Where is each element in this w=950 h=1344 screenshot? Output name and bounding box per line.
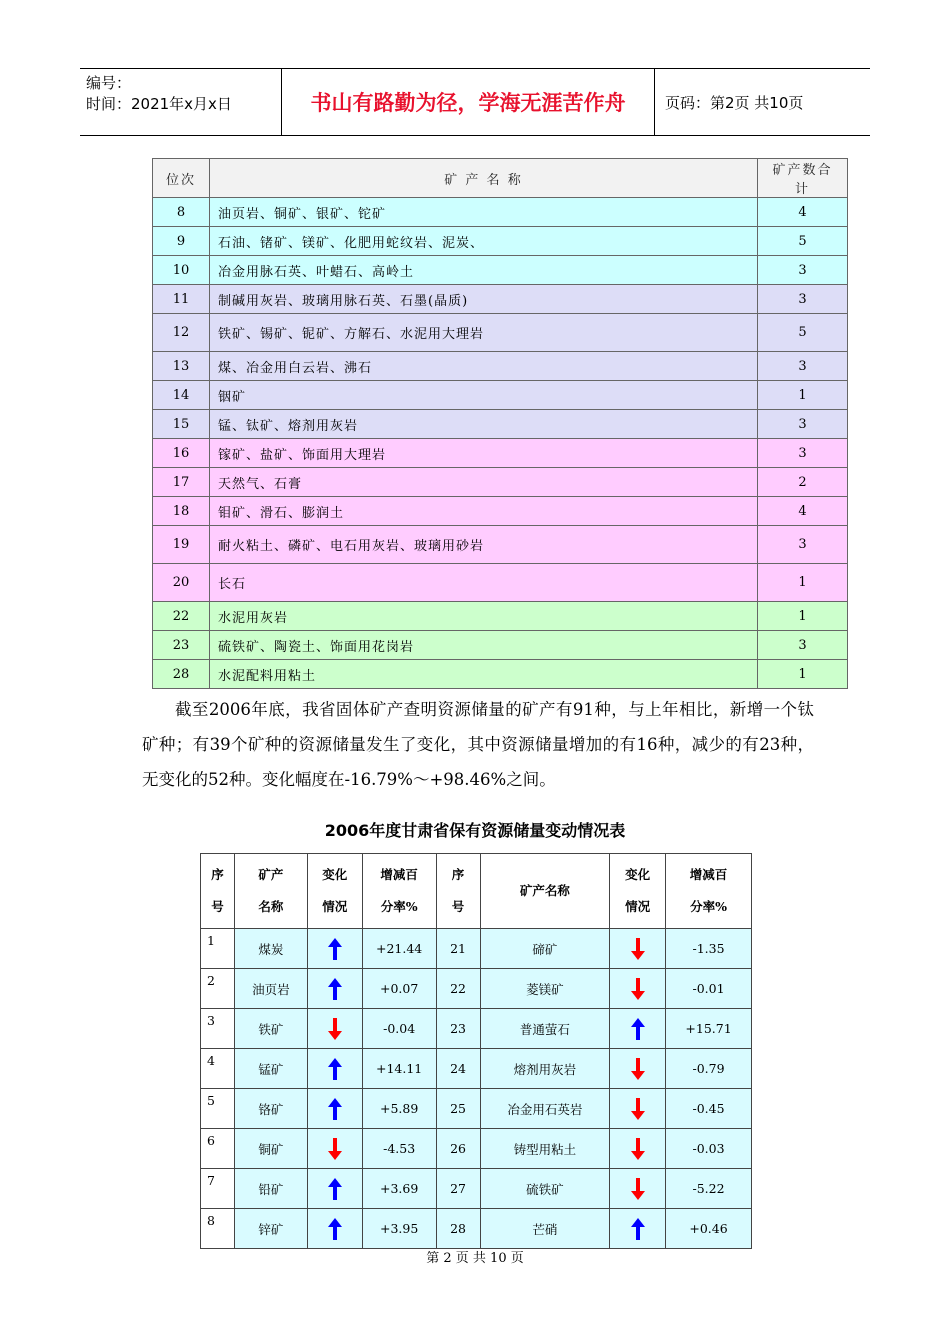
column-header-seq (201, 854, 235, 929)
column-header-change (307, 854, 362, 929)
column-header-names: 矿 产 名 称 (210, 159, 758, 198)
arrow-up-icon (630, 1217, 646, 1241)
change-cell-right (610, 969, 666, 1009)
rank-cell: 15 (153, 410, 210, 439)
mineral-name-cell: 铅矿 (234, 1169, 307, 1209)
mineral-names-cell: 钼矿、滑石、膨润土 (210, 497, 758, 526)
change-cell (307, 1049, 362, 1089)
change-cell (307, 969, 362, 1009)
table-row (153, 468, 848, 497)
table-row (153, 660, 848, 689)
change-cell-right (610, 1169, 666, 1209)
arrow-down-icon (327, 1017, 343, 1041)
change-cell (307, 1169, 362, 1209)
change-cell (307, 929, 362, 969)
mineral-name-cell-right: 熔剂用灰岩 (480, 1049, 610, 1089)
table-row (153, 439, 848, 468)
count-cell: 3 (758, 439, 848, 468)
arrow-down-icon (327, 1137, 343, 1161)
mineral-name-cell-right: 菱镁矿 (480, 969, 610, 1009)
header-motto: 书山有路勤为径，学海无涯苦作舟 (282, 69, 655, 135)
count-cell: 1 (758, 381, 848, 410)
document-time-label: 时间：2021年x月x日 (86, 95, 232, 113)
change-cell (307, 1009, 362, 1049)
table-row (201, 1209, 752, 1249)
table-row (201, 1169, 752, 1209)
arrow-up-icon (327, 977, 343, 1001)
mineral-names-cell: 长石 (210, 564, 758, 602)
table-row (153, 410, 848, 439)
table-row (201, 1049, 752, 1089)
count-cell: 3 (758, 410, 848, 439)
count-cell: 3 (758, 256, 848, 285)
header-meta (80, 69, 282, 135)
change-table-title: 2006年度甘肃省保有资源储量变动情况表 (324, 821, 626, 840)
column-header-pct (362, 854, 436, 929)
percent-cell-right: +15.71 (666, 1009, 752, 1049)
table-row (153, 352, 848, 381)
percent-cell-right: -1.35 (666, 929, 752, 969)
column-header-name-right (480, 854, 610, 929)
document-number-label: 编号： (86, 74, 132, 92)
arrow-down-icon (630, 937, 646, 961)
table-row (153, 314, 848, 352)
percent-cell: +0.07 (362, 969, 436, 1009)
table-row (201, 1089, 752, 1129)
table-row (201, 969, 752, 1009)
change-cell-right (610, 1049, 666, 1089)
table-row (201, 1009, 752, 1049)
mineral-name-cell-right: 冶金用石英岩 (480, 1089, 610, 1129)
arrow-up-icon (327, 1097, 343, 1121)
table-row (153, 381, 848, 410)
mineral-names-cell: 镓矿、盐矿、饰面用大理岩 (210, 439, 758, 468)
seq-cell-right: 26 (436, 1129, 480, 1169)
count-cell: 4 (758, 497, 848, 526)
rank-cell: 23 (153, 631, 210, 660)
mineral-names-cell: 耐火粘土、磷矿、电石用灰岩、玻璃用砂岩 (210, 526, 758, 564)
seq-cell: 7 (201, 1169, 235, 1209)
arrow-up-icon (327, 1177, 343, 1201)
page-header (80, 68, 870, 136)
column-header-rank: 位次 (153, 159, 210, 198)
count-cell: 5 (758, 227, 848, 256)
mineral-names-cell: 铁矿、锡矿、铌矿、方解石、水泥用大理岩 (210, 314, 758, 352)
rank-cell: 9 (153, 227, 210, 256)
percent-cell: +3.69 (362, 1169, 436, 1209)
percent-cell-right: +0.46 (666, 1209, 752, 1249)
seq-cell-right: 23 (436, 1009, 480, 1049)
mineral-names-cell: 石油、锗矿、镁矿、化肥用蛇纹岩、泥炭、 (210, 227, 758, 256)
change-cell-right (610, 1209, 666, 1249)
percent-cell: -0.04 (362, 1009, 436, 1049)
seq-cell-right: 24 (436, 1049, 480, 1089)
count-cell: 3 (758, 352, 848, 381)
change-cell-right (610, 929, 666, 969)
column-header-pct-right (666, 854, 752, 929)
mineral-name-cell: 煤炭 (234, 929, 307, 969)
header-page-label: 页码：第2页 共10页 (665, 93, 804, 112)
change-cell-right (610, 1009, 666, 1049)
name-header-text-right: 矿产名称 (519, 883, 570, 898)
percent-cell-right: -0.45 (666, 1089, 752, 1129)
seq-cell-right: 27 (436, 1169, 480, 1209)
column-header-name (234, 854, 307, 929)
mineral-names-cell: 硫铁矿、陶瓷土、饰面用花岗岩 (210, 631, 758, 660)
page-footer: 第 2 页 共 10 页 (426, 1251, 524, 1266)
rank-cell: 10 (153, 256, 210, 285)
arrow-down-icon (630, 1137, 646, 1161)
seq-cell-right: 25 (436, 1089, 480, 1129)
seq-cell: 8 (201, 1209, 235, 1249)
mineral-rank-table (152, 158, 848, 689)
arrow-up-icon (630, 1017, 646, 1041)
column-header-count: 矿产数合计 (758, 159, 848, 198)
mineral-names-cell: 油页岩、铜矿、银矿、铊矿 (210, 198, 758, 227)
arrow-down-icon (630, 1097, 646, 1121)
percent-cell-right: -0.03 (666, 1129, 752, 1169)
arrow-down-icon (630, 977, 646, 1001)
percent-cell: +14.11 (362, 1049, 436, 1089)
percent-cell-right: -0.79 (666, 1049, 752, 1089)
arrow-up-icon (327, 937, 343, 961)
rank-cell: 16 (153, 439, 210, 468)
reserve-change-table (200, 853, 752, 1249)
mineral-name-cell: 锌矿 (234, 1209, 307, 1249)
table-row (153, 198, 848, 227)
change-header-text-right: 变化 情况 (625, 867, 651, 914)
change-cell-right (610, 1089, 666, 1129)
table-row (153, 564, 848, 602)
percent-cell: +5.89 (362, 1089, 436, 1129)
mineral-name-cell: 油页岩 (234, 969, 307, 1009)
mineral-names-cell: 水泥配料用粘土 (210, 660, 758, 689)
count-cell: 5 (758, 314, 848, 352)
rank-cell: 20 (153, 564, 210, 602)
mineral-names-cell: 煤、冶金用白云岩、沸石 (210, 352, 758, 381)
seq-cell: 2 (201, 969, 235, 1009)
seq-header-text: 序 号 (211, 867, 224, 914)
table-row (153, 497, 848, 526)
seq-cell: 4 (201, 1049, 235, 1089)
percent-cell-right: -0.01 (666, 969, 752, 1009)
percent-cell: -4.53 (362, 1129, 436, 1169)
rank-cell: 22 (153, 602, 210, 631)
mineral-name-cell: 铜矿 (234, 1129, 307, 1169)
seq-header-text-right: 序 号 (451, 867, 465, 914)
table-row (153, 602, 848, 631)
seq-cell-right: 21 (436, 929, 480, 969)
table-row (153, 526, 848, 564)
rank-cell: 18 (153, 497, 210, 526)
count-cell: 1 (758, 564, 848, 602)
rank-cell: 11 (153, 285, 210, 314)
pct-header-text: 增减百 分率% (380, 867, 418, 914)
count-cell: 1 (758, 602, 848, 631)
table-row (153, 285, 848, 314)
column-header-seq-right (436, 854, 480, 929)
mineral-names-cell: 铟矿 (210, 381, 758, 410)
summary-paragraph (142, 692, 814, 797)
percent-cell: +3.95 (362, 1209, 436, 1249)
rank-cell: 17 (153, 468, 210, 497)
arrow-up-icon (327, 1057, 343, 1081)
table-row (153, 256, 848, 285)
change-cell (307, 1209, 362, 1249)
arrow-down-icon (630, 1057, 646, 1081)
change-cell-right (610, 1129, 666, 1169)
rank-cell: 12 (153, 314, 210, 352)
count-cell: 3 (758, 631, 848, 660)
rank-cell: 28 (153, 660, 210, 689)
arrow-down-icon (630, 1177, 646, 1201)
change-cell (307, 1089, 362, 1129)
seq-cell: 3 (201, 1009, 235, 1049)
count-cell: 3 (758, 526, 848, 564)
seq-cell: 6 (201, 1129, 235, 1169)
mineral-name-cell-right: 硫铁矿 (480, 1169, 610, 1209)
seq-cell-right: 28 (436, 1209, 480, 1249)
mineral-names-cell: 天然气、石膏 (210, 468, 758, 497)
mineral-name-cell: 铁矿 (234, 1009, 307, 1049)
count-cell: 2 (758, 468, 848, 497)
percent-cell-right: -5.22 (666, 1169, 752, 1209)
seq-cell: 5 (201, 1089, 235, 1129)
mineral-name-cell-right: 铸型用粘土 (480, 1129, 610, 1169)
rank-cell: 14 (153, 381, 210, 410)
table-row (153, 631, 848, 660)
mineral-names-cell: 冶金用脉石英、叶蜡石、高岭土 (210, 256, 758, 285)
table-row (201, 1129, 752, 1169)
percent-cell: +21.44 (362, 929, 436, 969)
rank-cell: 8 (153, 198, 210, 227)
change-header-text: 变化 情况 (322, 867, 348, 914)
name-header-text: 矿产 名称 (258, 867, 284, 914)
rank-cell: 19 (153, 526, 210, 564)
mineral-name-cell-right: 芒硝 (480, 1209, 610, 1249)
mineral-name-cell-right: 普通萤石 (480, 1009, 610, 1049)
seq-cell-right: 22 (436, 969, 480, 1009)
table-header-row (201, 854, 752, 929)
count-cell: 4 (758, 198, 848, 227)
table-row (153, 227, 848, 256)
mineral-names-cell: 水泥用灰岩 (210, 602, 758, 631)
arrow-up-icon (327, 1217, 343, 1241)
mineral-name-cell: 锰矿 (234, 1049, 307, 1089)
change-cell (307, 1129, 362, 1169)
count-cell: 1 (758, 660, 848, 689)
column-header-change-right (610, 854, 666, 929)
pct-header-text-right: 增减百 分率% (689, 867, 728, 914)
count-cell: 3 (758, 285, 848, 314)
mineral-name-cell-right: 碲矿 (480, 929, 610, 969)
mineral-names-cell: 锰、钛矿、熔剂用灰岩 (210, 410, 758, 439)
summary-text: 截至2006年底，我省固体矿产查明资源储量的矿产有91种，与上年相比，新增一个钛矿种；有39个矿种的资源储量发生了变化，其中资源储量增加的有16种，减少的有23种，无变化的52种。变化幅度在-16.79%～+98.46%之间。 (142, 700, 814, 789)
table-header-row (153, 159, 848, 198)
rank-cell: 13 (153, 352, 210, 381)
mineral-names-cell: 制碱用灰岩、玻璃用脉石英、石墨(晶质) (210, 285, 758, 314)
table-row (201, 929, 752, 969)
seq-cell: 1 (201, 929, 235, 969)
mineral-name-cell: 铬矿 (234, 1089, 307, 1129)
